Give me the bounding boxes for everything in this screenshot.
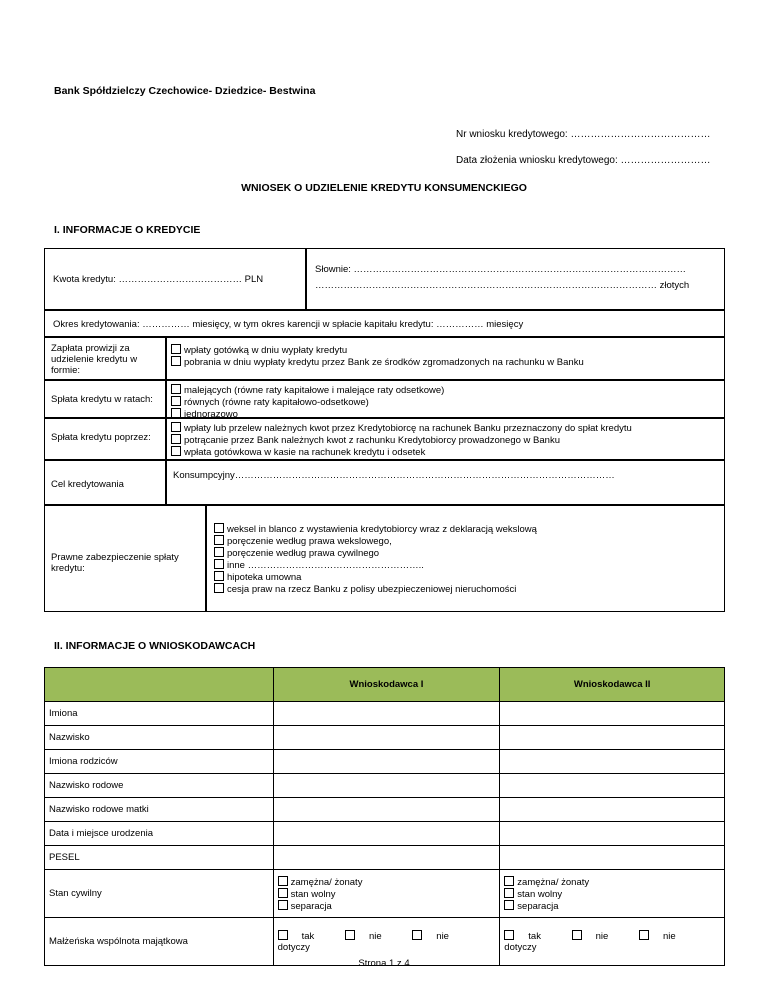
section-1-heading: I. INFORMACJE O KREDYCIE — [54, 224, 201, 236]
row-label: Nazwisko rodowe — [45, 774, 274, 798]
amount-in-words-line2[interactable]: ……………………………………………………………………………………………… złotych — [315, 280, 690, 291]
applicant-1-maiden-name[interactable] — [273, 774, 500, 798]
collateral-promissory-note-checkbox[interactable] — [214, 523, 224, 533]
applicant-1-single-checkbox[interactable] — [278, 888, 288, 898]
row-label: Imiona — [45, 702, 274, 726]
applicant-2-birth-date-place[interactable] — [500, 822, 725, 846]
applicant-1-property-yes-checkbox[interactable] — [278, 930, 288, 940]
purpose-label-cell — [44, 460, 166, 505]
row-label: PESEL — [45, 846, 274, 870]
row-label: Małżeńska wspólnota majątkowa — [45, 918, 274, 966]
installments-equal-checkbox[interactable] — [171, 396, 181, 406]
application-number[interactable]: Nr wniosku kredytowego: …………………………………… — [456, 129, 711, 140]
installments-single-checkbox[interactable] — [171, 408, 181, 418]
applicant-2-mother-maiden-name[interactable] — [500, 798, 725, 822]
amount-in-words-cell[interactable] — [306, 248, 725, 310]
applicant-2-maiden-name[interactable] — [500, 774, 725, 798]
commission-cash-checkbox[interactable] — [171, 344, 181, 354]
page-number: Strona 1 z 4 — [358, 958, 410, 969]
applicant-2-parents-names[interactable] — [500, 750, 725, 774]
installments-label: Spłata kredytu w ratach: — [51, 394, 153, 405]
applicant-1-marital-status: zamężna/ żonaty stan wolny separacja — [273, 870, 500, 918]
collateral-bill-guarantee-checkbox[interactable] — [214, 535, 224, 545]
collateral-other-checkbox[interactable] — [214, 559, 224, 569]
form-title: WNIOSEK O UDZIELENIE KREDYTU KONSUMENCKIEGO — [241, 182, 527, 194]
commission-label-cell — [44, 337, 166, 380]
row-label: Nazwisko rodowe matki — [45, 798, 274, 822]
applicant-1-first-names[interactable] — [273, 702, 500, 726]
applicant-1-surname[interactable] — [273, 726, 500, 750]
amount-field[interactable]: Kwota kredytu: ………………………………… PLN — [53, 274, 264, 285]
section-2-heading: II. INFORMACJE O WNIOSKODAWCACH — [54, 640, 256, 652]
applicant-1-birth-date-place[interactable] — [273, 822, 500, 846]
purpose-label: Cel kredytowania — [51, 479, 124, 490]
commission-debit-checkbox[interactable] — [171, 356, 181, 366]
collateral-label-cell — [44, 505, 206, 612]
purpose-cell[interactable] — [166, 460, 725, 505]
applicant-2-pesel[interactable] — [500, 846, 725, 870]
applicant-1-property: tak nie nie dotyczy — [273, 918, 500, 966]
applicant-1-separated-checkbox[interactable] — [278, 900, 288, 910]
submission-date[interactable]: Data złożenia wniosku kredytowego: ……………………… — [456, 155, 711, 166]
applicant-2-single-checkbox[interactable] — [504, 888, 514, 898]
commission-label: Zapłata prowizji za udzielenie kredytu w formie: — [51, 343, 138, 376]
applicant-2-separated-checkbox[interactable] — [504, 900, 514, 910]
period-row[interactable] — [44, 310, 725, 337]
applicant-1-parents-names[interactable] — [273, 750, 500, 774]
repayment-label-cell — [44, 418, 166, 460]
header-empty — [45, 668, 274, 702]
applicant-2-first-names[interactable] — [500, 702, 725, 726]
row-label: Nazwisko — [45, 726, 274, 750]
collateral-insurance-checkbox[interactable] — [214, 583, 224, 593]
amount-in-words-line1[interactable]: Słownie: …………………………………………………………………………………………… — [315, 264, 687, 275]
applicant-2-property-yes-checkbox[interactable] — [504, 930, 514, 940]
repayment-options: wpłaty lub przelew należnych kwot przez Kredytobiorcę na rachunek Banku przeznaczony do spłat kredytu potrącanie przez Bank należnych kwot z rachunku Kredytobiorcy prowadzonego w Banku wpłata gotówkowa w kasie na rachunek kredytu i odsetek — [166, 418, 725, 460]
collateral-label: Prawne zabezpieczenie spłaty kredytu: — [51, 552, 179, 574]
row-label: Stan cywilny — [45, 870, 274, 918]
header-applicant-1: Wnioskodawca I — [273, 668, 500, 702]
row-label: Imiona rodziców — [45, 750, 274, 774]
collateral-options: weksel in blanco z wystawienia kredytobiorcy wraz z deklaracją wekslową poręczenie według prawa wekslowego, poręczenie według prawa cywilnego inne ……………………………………………….. hipoteka umowna cesja praw na rzecz Banku z polisy ubezpieczeniowej nieruchomości — [206, 505, 725, 612]
installments-options: malejących (równe raty kapitałowe i malejące raty odsetkowe) równych (równe raty kapitałowo-odsetkowe) jednorazowo — [166, 380, 725, 418]
applicant-1-property-no-checkbox[interactable] — [345, 930, 355, 940]
repayment-label: Spłata kredytu poprzez: — [51, 432, 151, 443]
collateral-civil-guarantee-checkbox[interactable] — [214, 547, 224, 557]
applicants-table — [44, 667, 725, 966]
repayment-cash-checkbox[interactable] — [171, 446, 181, 456]
installments-label-cell — [44, 380, 166, 418]
applicant-2-marital-status: zamężna/ żonaty stan wolny separacja — [500, 870, 725, 918]
applicant-2-property: tak nie nie dotyczy — [500, 918, 725, 966]
applicant-2-property-na-checkbox[interactable] — [639, 930, 649, 940]
applicant-2-property-no-checkbox[interactable] — [572, 930, 582, 940]
commission-options: wpłaty gotówką w dniu wypłaty kredytu pobrania w dniu wypłaty kredytu przez Bank ze środków zgromadzonych na rachunku w Banku — [166, 337, 725, 380]
applicant-1-property-na-checkbox[interactable] — [412, 930, 422, 940]
collateral-mortgage-checkbox[interactable] — [214, 571, 224, 581]
installments-decreasing-checkbox[interactable] — [171, 384, 181, 394]
applicant-1-pesel[interactable] — [273, 846, 500, 870]
applicant-1-mother-maiden-name[interactable] — [273, 798, 500, 822]
row-label: Data i miejsce urodzenia — [45, 822, 274, 846]
header-applicant-2: Wnioskodawca II — [500, 668, 725, 702]
applicant-1-married-checkbox[interactable] — [278, 876, 288, 886]
amount-cell[interactable] — [44, 248, 306, 310]
applicant-2-surname[interactable] — [500, 726, 725, 750]
purpose-value[interactable]: Konsumpcyjny………………………………………………………………………………………………………… — [173, 470, 615, 481]
repayment-transfer-checkbox[interactable] — [171, 422, 181, 432]
repayment-debit-checkbox[interactable] — [171, 434, 181, 444]
bank-name: Bank Spółdzielczy Czechowice- Dziedzice- Bestwina — [54, 85, 316, 97]
applicant-2-married-checkbox[interactable] — [504, 876, 514, 886]
credit-period[interactable]: Okres kredytowania: …………… miesięcy, w tym okres karencji w spłacie kapitału kredytu: …………… miesięcy — [53, 319, 524, 330]
